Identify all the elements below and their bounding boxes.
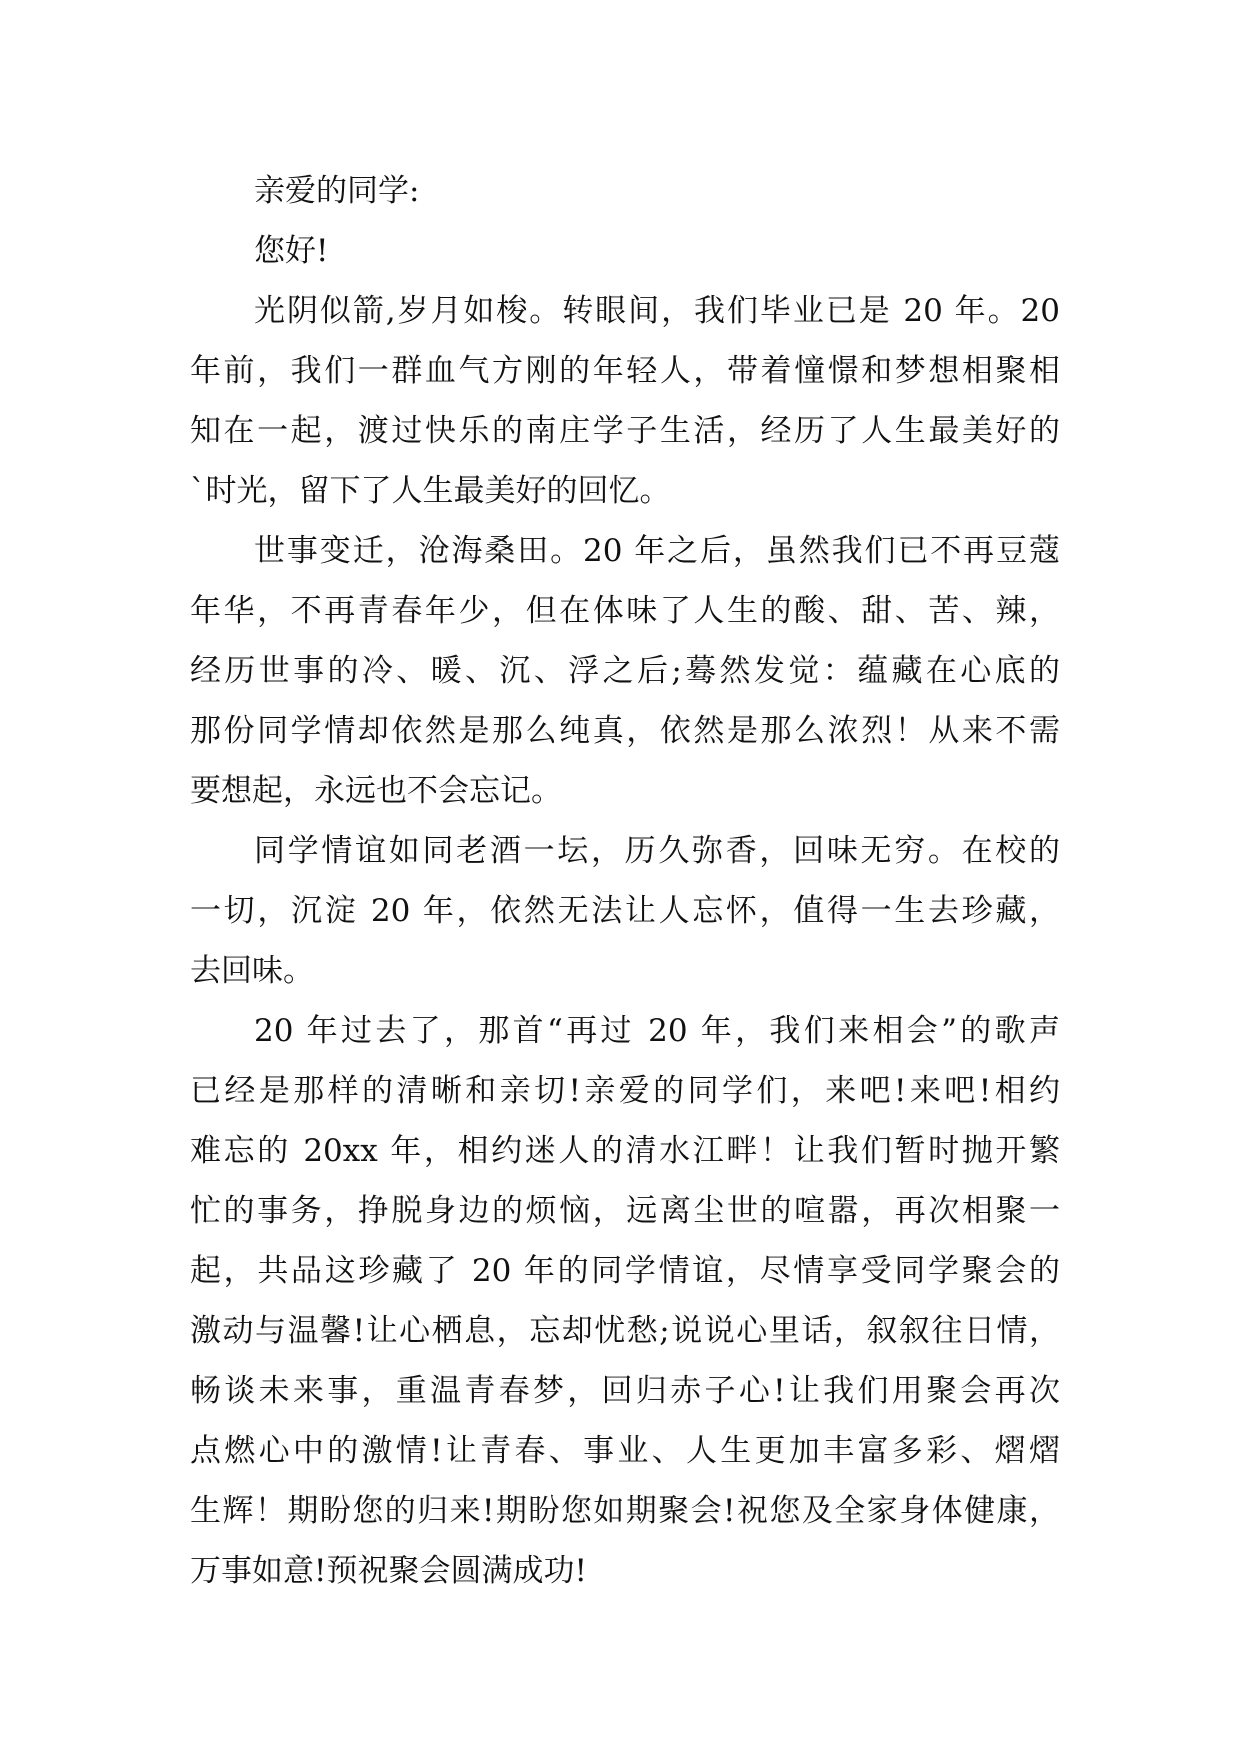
paragraph-3-line: 同学情谊如同老酒一坛，历久弥香，回味无穷。在校的 xyxy=(254,833,1060,869)
paragraph-2-line: 经历世事的冷、暖、沉、浮之后;蓦然发觉：蕴藏在心底的 xyxy=(190,653,1060,689)
paragraph-4-line: 20 年过去了，那首“再过 20 年，我们来相会”的歌声 xyxy=(254,1013,1060,1049)
paragraph-4-line: 激动与温馨!让心栖息，忘却忧愁;说说心里话，叙叙往日情， xyxy=(190,1313,1060,1349)
letter-body xyxy=(190,161,1060,1601)
paragraph-3-line: 一切，沉淀 20 年，依然无法让人忘怀，值得一生去珍藏， xyxy=(190,893,1060,929)
paragraph-2-line: 要想起，永远也不会忘记。 xyxy=(190,773,562,809)
paragraph-4-line: 难忘的 20xx 年，相约迷人的清水江畔！让我们暂时抛开繁 xyxy=(190,1133,1060,1169)
paragraph-4-line: 万事如意!预祝聚会圆满成功! xyxy=(190,1553,587,1589)
greeting-hello: 您好! xyxy=(254,233,329,269)
paragraph-2-line: 那份同学情却依然是那么纯真，依然是那么浓烈！从来不需 xyxy=(190,713,1060,749)
paragraph-1-line: 知在一起，渡过快乐的南庄学子生活，经历了人生最美好的 xyxy=(190,413,1060,449)
paragraph-4-line: 点燃心中的激情!让青春、事业、人生更加丰富多彩、熠熠 xyxy=(190,1433,1060,1469)
paragraph-2-line: 年华，不再青春年少，但在体味了人生的酸、甜、苦、辣， xyxy=(190,593,1060,629)
paragraph-4-line: 畅谈未来事，重温青春梦，回归赤子心!让我们用聚会再次 xyxy=(190,1373,1060,1409)
paragraph-4-line: 忙的事务，挣脱身边的烦恼，远离尘世的喧嚣，再次相聚一 xyxy=(190,1193,1060,1229)
paragraph-3-line: 去回味。 xyxy=(190,953,314,989)
paragraph-4-line: 生辉！期盼您的归来!期盼您如期聚会!祝您及全家身体健康， xyxy=(190,1493,1060,1529)
paragraph-4-line: 已经是那样的清晰和亲切!亲爱的同学们，来吧!来吧!相约 xyxy=(190,1073,1060,1109)
paragraph-1-line: `时光，留下了人生最美好的回忆。 xyxy=(190,473,671,509)
paragraph-1-line: 年前，我们一群血气方刚的年轻人，带着憧憬和梦想相聚相 xyxy=(190,353,1060,389)
paragraph-4-line: 起，共品这珍藏了 20 年的同学情谊，尽情享受同学聚会的 xyxy=(190,1253,1060,1289)
salutation: 亲爱的同学: xyxy=(254,173,420,209)
paragraph-2-line: 世事变迁，沧海桑田。20 年之后，虽然我们已不再豆蔻 xyxy=(254,533,1060,569)
paragraph-1-line: 光阴似箭,岁月如梭。转眼间，我们毕业已是 20 年。20 xyxy=(254,293,1060,329)
